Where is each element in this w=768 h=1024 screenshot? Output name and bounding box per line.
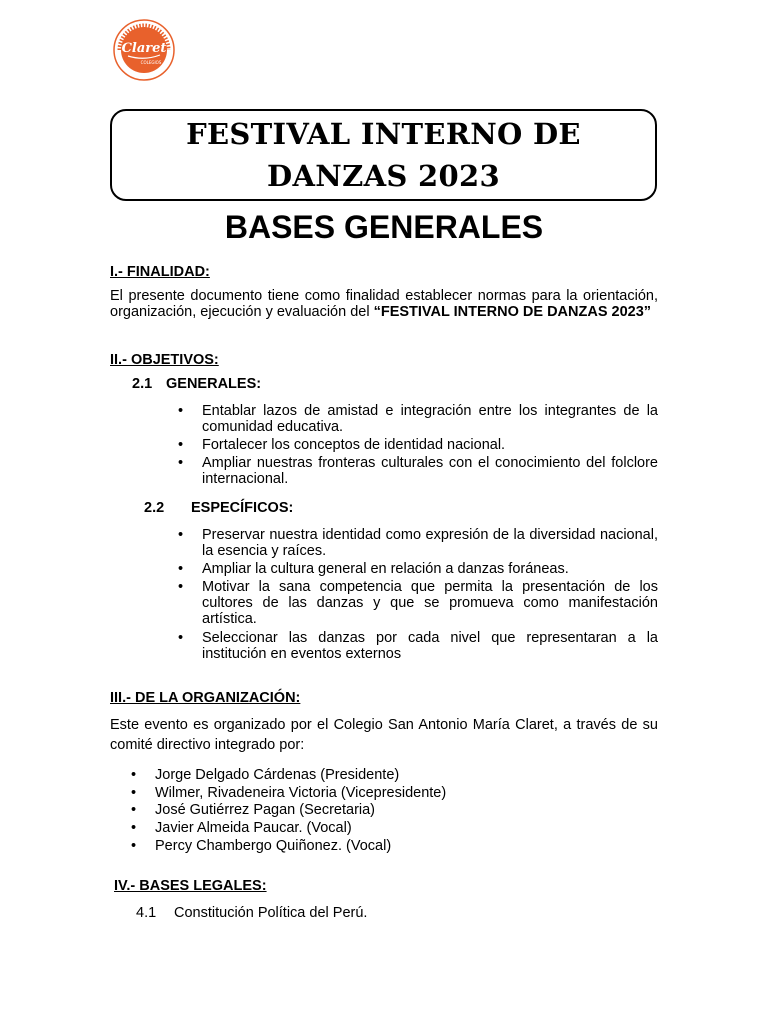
- section-1-text: El presente documento tiene como finalidad establecer normas para la orientación, organización, ejecución y evaluación del: [110, 288, 658, 320]
- section-2-heading: II.- OBJETIVOS:: [110, 352, 219, 368]
- list-item: • Fortalecer los conceptos de identidad nacional.: [178, 437, 506, 453]
- page-subtitle: BASES GENERALES: [224, 209, 544, 245]
- title-line-2: DANZAS 2023: [267, 159, 500, 193]
- subsection-2-1-number: 2.1: [132, 376, 153, 392]
- list-item: • Javier Almeida Paucar. (Vocal): [131, 820, 352, 836]
- list-item: • Ampliar la cultura general en relación a danzas foráneas.: [178, 561, 569, 577]
- list-item: • Ampliar nuestras fronteras culturales con el conocimiento del folclore internacional.: [178, 455, 658, 487]
- section-1-paragraph: [110, 288, 658, 320]
- page-title: [186, 113, 581, 197]
- title-box: [110, 109, 657, 201]
- section-4-heading: IV.- BASES LEGALES:: [114, 878, 267, 894]
- list-item: • Jorge Delgado Cárdenas (Presidente): [131, 767, 400, 783]
- item-4-1-text: Constitución Política del Perú.: [174, 905, 368, 921]
- section-3-paragraph: Este evento es organizado por el Colegio San Antonio María Claret, a través de su comité directivo integrado por:: [110, 717, 658, 753]
- list-item: • Wilmer, Rivadeneira Victoria (Vicepresidente): [131, 785, 447, 801]
- section-1-heading: I.- FINALIDAD:: [110, 264, 210, 280]
- list-item: • Motivar la sana competencia que permita la presentación de los cultores de las danzas y que se promueva como manifestación artística.: [178, 579, 658, 627]
- subsection-2-2-number: 2.2: [144, 500, 165, 516]
- subsection-2-1-label: GENERALES:: [166, 376, 262, 392]
- list-item: • Seleccionar las danzas por cada nivel que representaran a la institución en eventos externos: [178, 630, 658, 662]
- list-item: • José Gutiérrez Pagan (Secretaria): [131, 802, 376, 818]
- item-4-1-number: 4.1: [136, 905, 157, 921]
- section-3-heading: III.- DE LA ORGANIZACIÓN:: [110, 690, 301, 706]
- logo-brand-text: Claret: [121, 41, 167, 56]
- subsection-2-2-label: ESPECÍFICOS:: [191, 500, 294, 516]
- title-line-1: FESTIVAL INTERNO DE: [186, 117, 581, 151]
- logo-sub-text: COLEGIOS: [140, 60, 162, 65]
- list-item: • Entablar lazos de amistad e integración entre los integrantes de la comunidad educativa.: [178, 403, 658, 435]
- claret-logo: [106, 19, 182, 81]
- section-1-festival-name: “FESTIVAL INTERNO DE DANZAS 2023”: [373, 304, 652, 320]
- list-item: • Preservar nuestra identidad como expresión de la diversidad nacional, la esencia y raíces.: [178, 527, 658, 559]
- list-item: • Percy Chambergo Quiñonez. (Vocal): [131, 838, 392, 854]
